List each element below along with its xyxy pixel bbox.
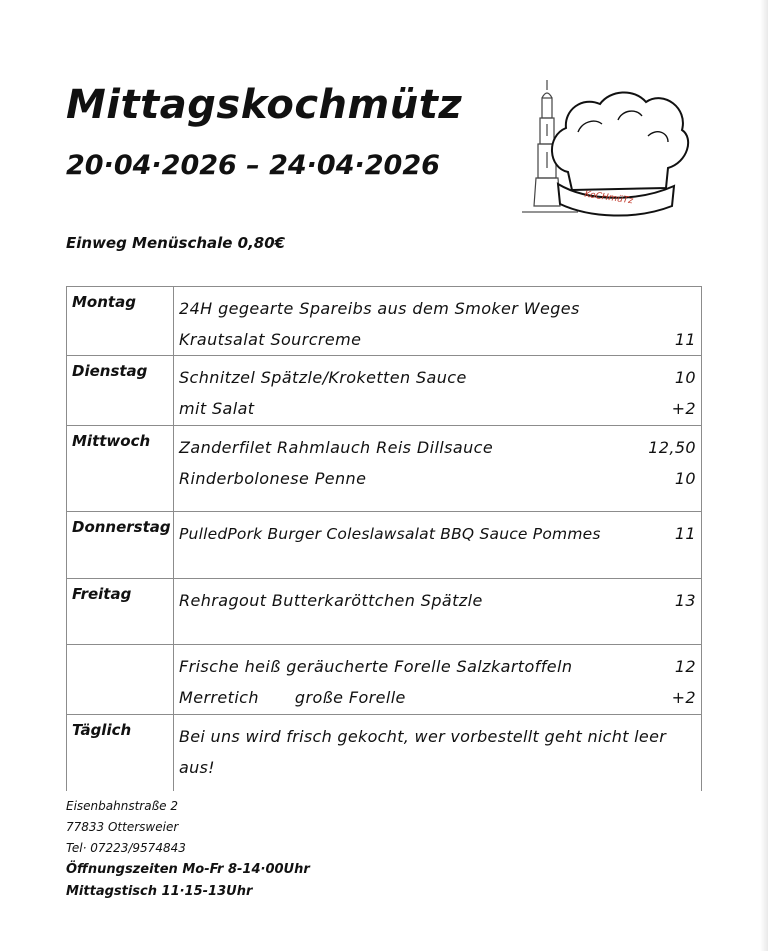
dish-text: Zanderfilet Rahmlauch Reis Dillsauce — [179, 438, 494, 457]
dish-text: 24H gegearte Spareibs aus dem Smoker Weges — [179, 299, 580, 318]
date-range: 20·04·2026 – 24·04·2026 — [66, 150, 440, 181]
dish-line — [179, 463, 696, 494]
dish-price: +2 — [671, 399, 696, 418]
dish-text: Frische heiß geräucherte Forelle Salzkartoffeln — [179, 657, 573, 676]
dish-price: +2 — [671, 688, 696, 707]
dish-text: Rehragout Butterkaröttchen Spätzle — [179, 591, 483, 610]
daily-note: Bei uns wird frisch gekocht, wer vorbestellt geht nicht leer aus! — [179, 727, 667, 777]
dish-line — [179, 585, 696, 616]
dish-price: 12,50 — [648, 438, 696, 457]
page-edge — [760, 0, 768, 951]
day-label: Donnerstag — [67, 512, 174, 579]
day-label: Täglich — [67, 715, 174, 791]
dish-price: 10 — [674, 368, 696, 387]
dish-cell — [174, 426, 702, 512]
weekly-menu-table — [66, 286, 702, 791]
dish-cell — [174, 512, 702, 579]
dish-line — [179, 682, 696, 713]
phone-number: Tel· 07223/9574843 — [66, 841, 186, 855]
table-row-freitag-extra — [67, 645, 702, 715]
page-title: Mittagskochmütz — [66, 82, 463, 128]
dish-line — [179, 324, 696, 355]
dish-cell — [174, 645, 702, 715]
lunch-hours: Mittagstisch 11·15-13Uhr — [66, 884, 253, 899]
dish-line — [179, 362, 696, 393]
table-row-freitag — [67, 579, 702, 645]
dish-text: Rinderbolonese Penne — [179, 469, 367, 488]
dish-price: 12 — [674, 657, 696, 676]
dish-line — [179, 432, 696, 463]
table-row-taeglich — [67, 715, 702, 791]
table-row-montag — [67, 287, 702, 356]
day-label: Mittwoch — [67, 426, 174, 512]
day-label: Freitag — [67, 579, 174, 645]
dish-cell — [174, 715, 702, 791]
dish-line — [179, 393, 696, 424]
dish-line — [179, 518, 696, 549]
chef-hat-icon — [518, 76, 692, 220]
logo-text: KoCHmüTz — [583, 189, 634, 207]
day-label: Dienstag — [67, 356, 174, 426]
table-row-dienstag — [67, 356, 702, 426]
dish-text: Schnitzel Spätzle/Kroketten Sauce — [179, 368, 467, 387]
day-label: Montag — [67, 287, 174, 356]
table-row-donnerstag — [67, 512, 702, 579]
container-fee-note: Einweg Menüschale 0,80€ — [66, 234, 286, 252]
address-city: 77833 Ottersweier — [66, 820, 179, 834]
dish-line — [179, 651, 696, 682]
dish-text-secondary: große Forelle — [294, 688, 406, 707]
dish-cell — [174, 287, 702, 356]
table-row-mittwoch — [67, 426, 702, 512]
dish-price: 11 — [674, 524, 696, 543]
dish-text: Krautsalat Sourcreme — [179, 330, 362, 349]
dish-price: 13 — [674, 591, 696, 610]
dish-text-group — [179, 682, 406, 713]
opening-hours: Öffnungszeiten Mo-Fr 8-14·00Uhr — [66, 862, 310, 877]
dish-cell — [174, 579, 702, 645]
footer — [66, 796, 310, 903]
address-street: Eisenbahnstraße 2 — [66, 799, 178, 813]
dish-text: mit Salat — [179, 399, 255, 418]
dish-text: Merretich — [179, 688, 259, 707]
dish-price: 10 — [674, 469, 696, 488]
dish-line — [179, 293, 696, 324]
dish-cell — [174, 356, 702, 426]
dish-text: PulledPork Burger Coleslawsalat BBQ Sauce Pommes — [179, 525, 601, 543]
dish-price: 11 — [674, 330, 696, 349]
day-label — [67, 645, 174, 715]
